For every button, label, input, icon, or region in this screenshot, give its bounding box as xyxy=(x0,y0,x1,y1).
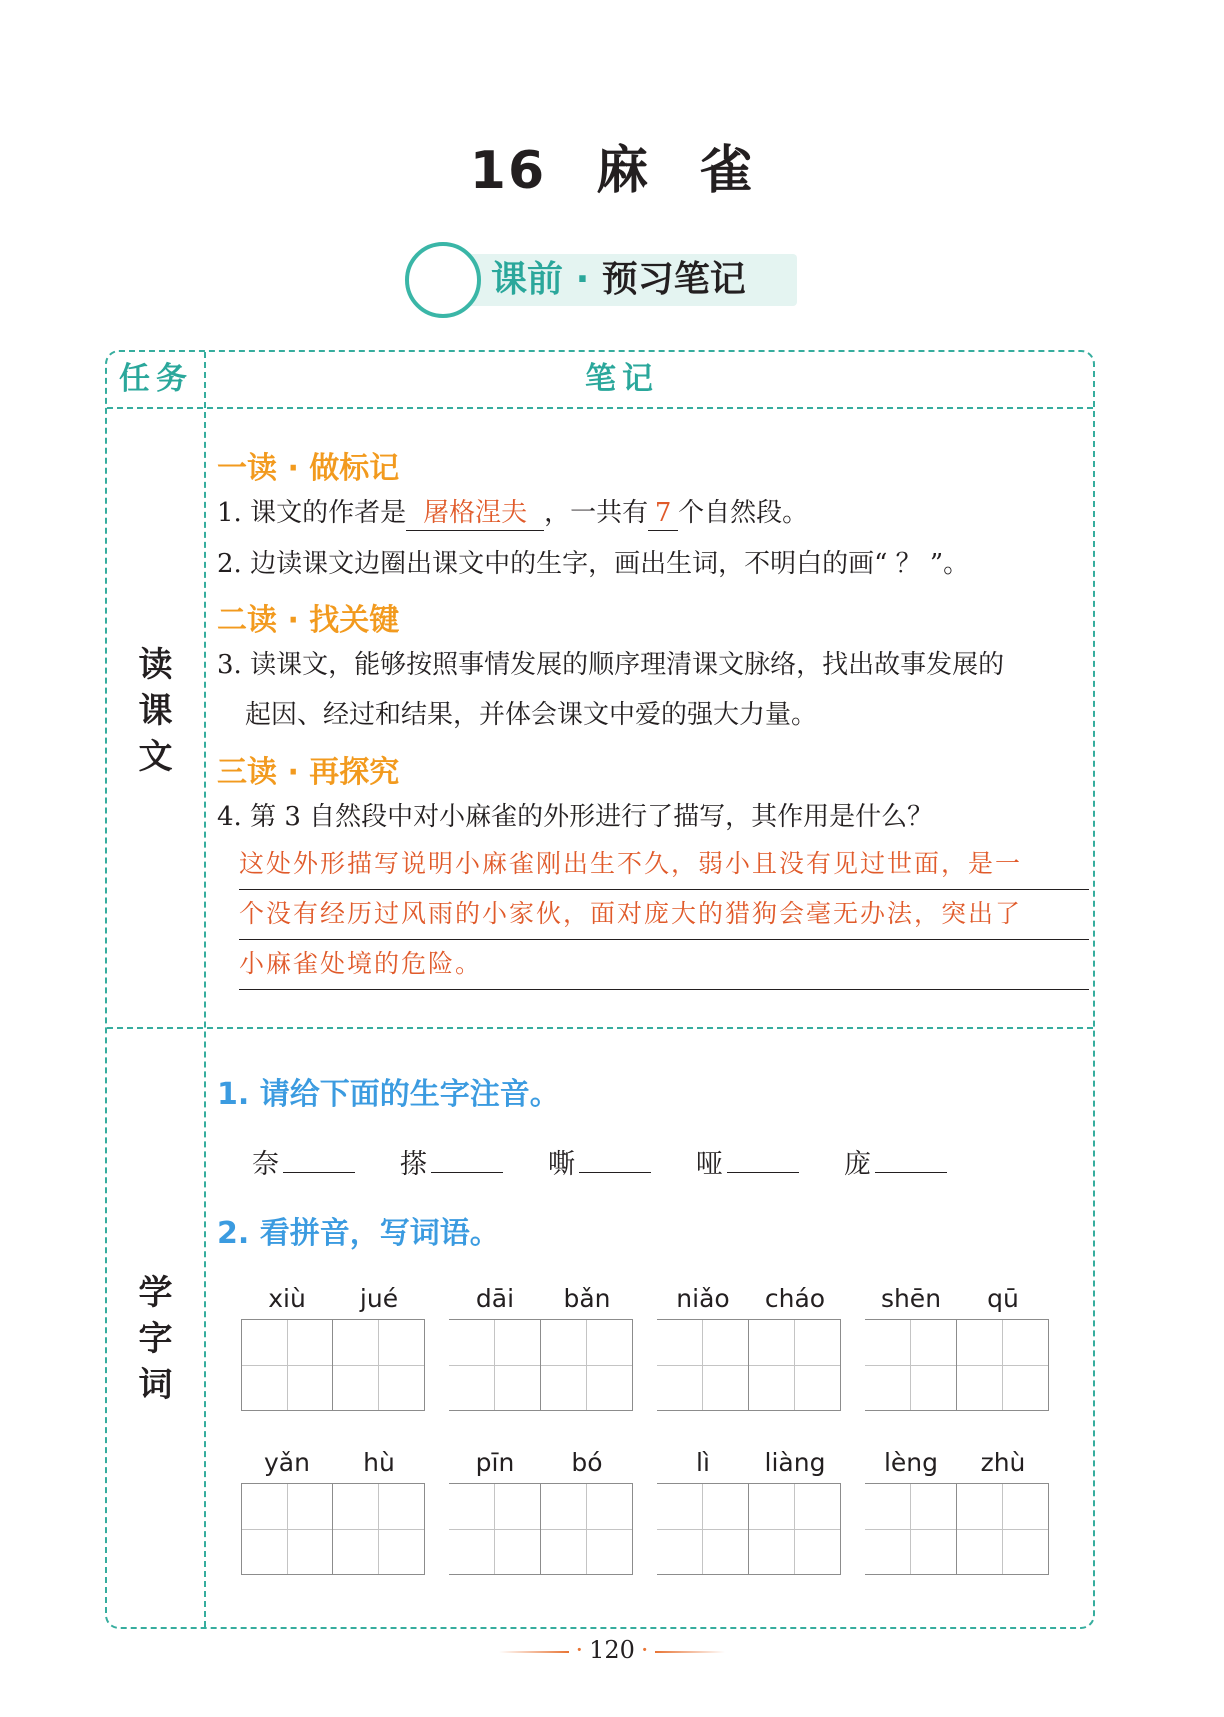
writing-box[interactable] xyxy=(449,1319,541,1411)
paragraph-count-answer: 7 xyxy=(648,496,678,531)
char-blank-5: 庞 xyxy=(844,1142,947,1181)
page-title xyxy=(0,128,1224,203)
writing-box[interactable] xyxy=(541,1319,633,1411)
pinyin: lèng xyxy=(883,1448,939,1477)
writing-box[interactable] xyxy=(957,1483,1049,1575)
question-2: 2. 边读课文边圈出课文中的生字，画出生词，不明白的画“ ？ ”。 xyxy=(217,549,970,579)
words-question-1: 1. 请给下面的生字注音。 xyxy=(217,1077,560,1112)
writing-box[interactable] xyxy=(241,1319,333,1411)
title-char-1: 麻 xyxy=(596,141,651,201)
pinyin: pīn xyxy=(475,1448,515,1477)
column-divider xyxy=(204,352,206,1627)
char-blank-4: 哑 xyxy=(696,1142,799,1181)
pinyin: dāi xyxy=(475,1284,515,1313)
writing-box[interactable] xyxy=(241,1483,333,1575)
page-number: · 120 · xyxy=(0,1632,1224,1668)
writing-box[interactable] xyxy=(865,1319,957,1411)
writing-box[interactable] xyxy=(657,1319,749,1411)
writing-box[interactable] xyxy=(749,1483,841,1575)
row-label-reading: 读 课 文 xyxy=(138,645,173,777)
banner-label: 课前 · 预习笔记 xyxy=(455,254,797,306)
pinyin: jué xyxy=(359,1284,399,1313)
section-third-reading: 三读 · 再探究 xyxy=(217,755,400,790)
notes-table xyxy=(105,350,1095,1629)
header-notes: 笔记 xyxy=(585,361,659,397)
question-3-line-1: 3. 读课文，能够按照事情发展的顺序理清课文脉络，找出故事发展的 xyxy=(217,650,1005,680)
question-3-line-2: 起因、经过和结果，并体会课文中爱的强大力量。 xyxy=(245,700,818,730)
char-blank-2: 搽 xyxy=(400,1142,503,1181)
writing-box[interactable] xyxy=(657,1483,749,1575)
author-answer: 屠格涅夫 xyxy=(406,496,544,531)
pinyin: yǎn xyxy=(264,1448,310,1477)
pinyin: niǎo xyxy=(676,1284,730,1313)
answer-line-3: 小麻雀处境的危险。 xyxy=(239,939,1089,990)
writing-box[interactable] xyxy=(333,1483,425,1575)
char-blank-1: 奈 xyxy=(252,1142,355,1181)
row-divider xyxy=(107,1027,1093,1029)
header-task: 任务 xyxy=(119,361,193,397)
lesson-number: 16 xyxy=(469,141,547,201)
writing-box[interactable] xyxy=(749,1319,841,1411)
question-4: 4. 第 3 自然段中对小麻雀的外形进行了描写，其作用是什么？ xyxy=(217,802,934,832)
pinyin: cháo xyxy=(764,1284,826,1313)
answer-line-2: 个没有经历过风雨的小家伙，面对庞大的猎狗会毫无办法，突出了 xyxy=(239,889,1089,940)
pinyin: bǎn xyxy=(563,1284,611,1313)
writing-box[interactable] xyxy=(865,1483,957,1575)
char-blank-3: 嘶 xyxy=(548,1142,651,1181)
pinyin: shēn xyxy=(880,1284,942,1313)
words-question-2: 2. 看拼音，写词语。 xyxy=(217,1216,500,1251)
pinyin: bó xyxy=(571,1448,603,1477)
pinyin: qū xyxy=(987,1284,1019,1313)
writing-box[interactable] xyxy=(957,1319,1049,1411)
pinyin: lì xyxy=(696,1448,710,1477)
pinyin: hù xyxy=(363,1448,395,1477)
pinyin: liàng xyxy=(764,1448,826,1477)
section-second-reading: 二读 · 找关键 xyxy=(217,603,400,638)
writing-box[interactable] xyxy=(541,1483,633,1575)
section-banner xyxy=(405,242,797,320)
row-label-words: 学 字 词 xyxy=(138,1273,173,1405)
writing-box[interactable] xyxy=(333,1319,425,1411)
header-divider xyxy=(107,407,1093,409)
pinyin: xiù xyxy=(268,1284,306,1313)
pinyin: zhù xyxy=(980,1448,1026,1477)
section-first-reading: 一读 · 做标记 xyxy=(217,451,400,486)
circle-icon xyxy=(405,242,481,318)
writing-box[interactable] xyxy=(449,1483,541,1575)
answer-line-1: 这处外形描写说明小麻雀刚出生不久，弱小且没有见过世面，是一 xyxy=(239,839,1089,890)
question-1: 1. 课文的作者是 屠格涅夫 ，一共有 7 个自然段。 xyxy=(217,492,808,531)
title-char-2: 雀 xyxy=(700,141,755,201)
